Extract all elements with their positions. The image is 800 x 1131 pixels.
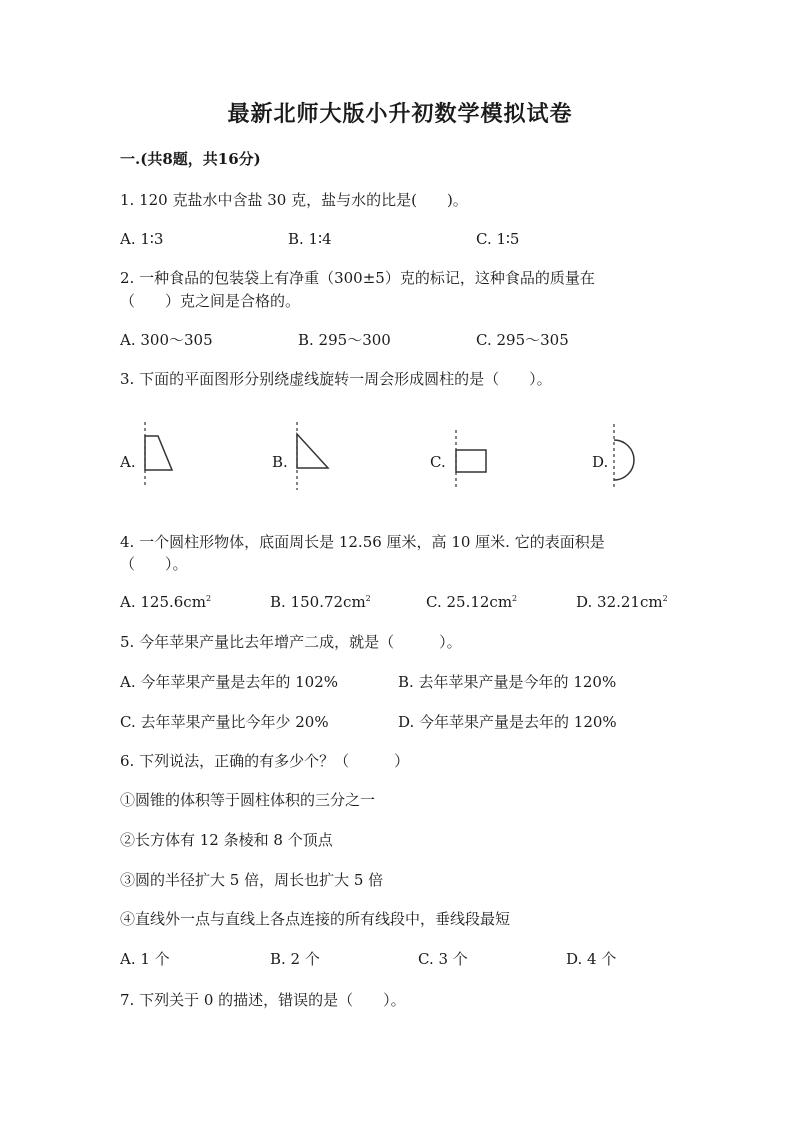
question-5-text: 5. 今年苹果产量比去年增产二成，就是（ ）。 [120,633,462,651]
question-4-option-a: A. $125.6cm^2$ [120,593,212,611]
semicircle-figure-d [606,422,642,490]
question-3-option-d: D. [592,453,609,471]
question-4-option-c: C. $25.12cm^2$ [426,593,518,611]
right-triangle-shape [297,434,328,468]
question-7-text: 7. 下列关于 0 的描述，错误的是（ ）。 [120,991,406,1009]
question-6-statement-1: ①圆锥的体积等于圆柱体积的三分之一 [120,791,376,809]
question-5-option-a: A. 今年苹果产量是去年的 102% [120,673,339,691]
question-2-text-line2: （ ）克之间是合格的。 [120,292,301,310]
question-5-option-b: B. 去年苹果产量是今年的 120% [398,673,617,691]
question-1-text: 1. 120 克盐水中含盐 30 克，盐与水的比是( )。 [120,191,468,209]
question-1-option-c: C. 1∶5 [476,230,520,248]
question-4-text-line1: 4. 一个圆柱形物体，底面周长是 12.56 厘米，高 10 厘米. 它的表面积是 [120,533,605,551]
question-6-statement-4: ④直线外一点与直线上各点连接的所有线段中，垂线段最短 [120,910,511,928]
question-5-option-c: C. 去年苹果产量比今年少 20% [120,713,329,731]
question-6-option-c: C. 3 个 [418,950,468,968]
page-title: 最新北师大版小升初数学模拟试卷 [227,101,573,127]
question-6-statement-2: ②长方体有 12 条棱和 8 个顶点 [120,831,333,849]
question-3-option-b: B. [272,453,288,471]
question-2-option-a: A. 300～305 [120,331,213,349]
question-4-option-d: D. $32.21cm^2$ [576,593,668,611]
question-3-option-c: C. [430,453,446,471]
question-6-option-b: B. 2 个 [270,950,320,968]
question-1-option-a: A. 1∶3 [120,230,164,248]
question-2-option-b: B. 295～300 [298,331,391,349]
question-6-text: 6. 下列说法，正确的有多少个？（ ） [120,752,410,770]
section-heading: 一.(共8题，共16分) [120,150,261,168]
question-3-text: 3. 下面的平面图形分别绕虚线旋转一周会形成圆柱的是（ ）。 [120,370,552,388]
question-6-option-d: D. 4 个 [566,950,617,968]
question-2-option-c: C. 295～305 [476,331,569,349]
question-2-text-line1: 2. 一种食品的包装袋上有净重（300±5）克的标记，这种食品的质量在 [120,269,595,287]
question-4-option-b: B. $150.72cm^2$ [270,593,371,611]
question-6-option-a: A. 1 个 [120,950,170,968]
question-3-option-a: A. [120,453,136,471]
semicircle-shape [614,440,634,480]
question-1-option-b: B. 1∶4 [288,230,332,248]
question-6-statement-3: ③圆的半径扩大 5 倍，周长也扩大 5 倍 [120,871,384,889]
question-5-option-d: D. 今年苹果产量是去年的 120% [398,713,617,731]
triangle-figure-b [288,420,334,492]
question-4-text-line2: （ ）。 [120,555,188,573]
trapezoid-figure-a [136,420,180,490]
trapezoid-shape [145,436,172,470]
rectangle-shape [456,450,486,472]
rectangle-figure-c [448,428,492,490]
